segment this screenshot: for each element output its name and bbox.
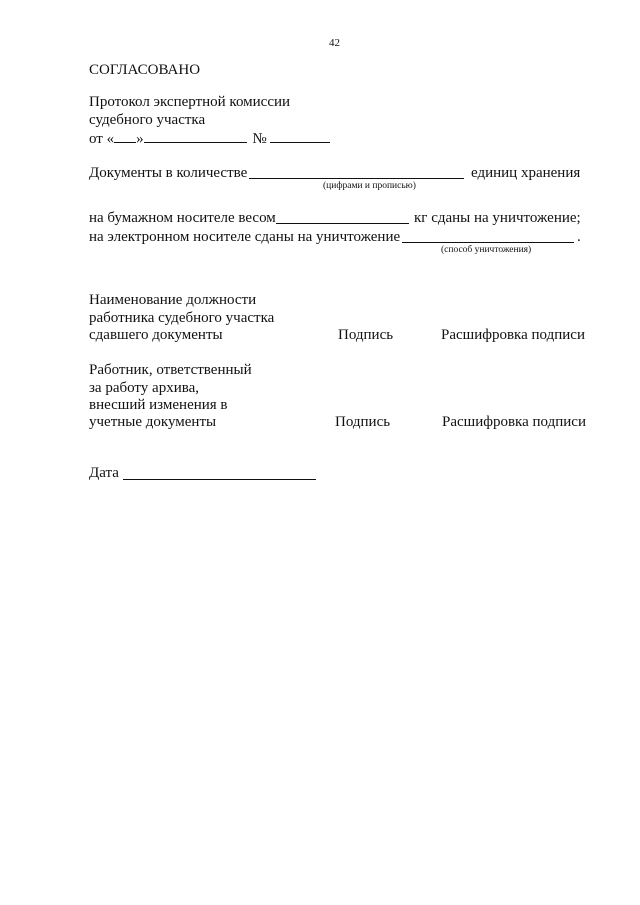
protocol-date-line [89, 130, 330, 147]
date-prefix: от « [89, 131, 115, 147]
electronic-end: . [577, 229, 581, 245]
sig2-line-3: внесший изменения в [89, 397, 228, 413]
documents-hint: (цифрами и прописью) [323, 181, 416, 191]
approval-heading: СОГЛАСОВАНО [89, 62, 201, 78]
documents-suffix: единиц хранения [471, 165, 581, 181]
sig2-line-4: учетные документы [89, 414, 217, 430]
sig1-line-1: Наименование должности [89, 292, 257, 308]
sig2-line-2: за работу архива, [89, 380, 200, 396]
paper-suffix: кг сданы на уничтожение; [414, 210, 581, 226]
electronic-hint: (способ уничтожения) [441, 245, 532, 255]
destruction-method-blank[interactable] [402, 242, 574, 243]
protocol-number-blank[interactable] [270, 130, 330, 143]
sig1-signature-label: Подпись [338, 327, 394, 343]
sig1-line-2: работника судебного участка [89, 310, 275, 326]
documents-count-blank[interactable] [249, 178, 464, 179]
number-sign: № [252, 131, 267, 147]
electronic-label: на электронном носителе сданы на уничтожение [89, 229, 401, 245]
sig2-signature-label: Подпись [335, 414, 391, 430]
protocol-line-2: судебного участка [89, 112, 206, 128]
protocol-line-1: Протокол экспертной комиссии [89, 94, 291, 110]
date-blank[interactable] [123, 479, 316, 480]
page-number: 42 [329, 37, 340, 49]
date-mid: » [136, 131, 144, 147]
sig1-decode-label: Расшифровка подписи [441, 327, 585, 343]
documents-label: Документы в количестве [89, 165, 248, 181]
paper-weight-blank[interactable] [276, 223, 409, 224]
paper-label: на бумажном носителе весом [89, 210, 276, 226]
month-year-blank[interactable] [144, 130, 247, 143]
sig2-line-1: Работник, ответственный [89, 362, 252, 378]
date-label: Дата [89, 465, 119, 481]
sig1-line-3: сдавшего документы [89, 327, 223, 343]
day-blank[interactable] [114, 130, 136, 143]
sig2-decode-label: Расшифровка подписи [442, 414, 586, 430]
